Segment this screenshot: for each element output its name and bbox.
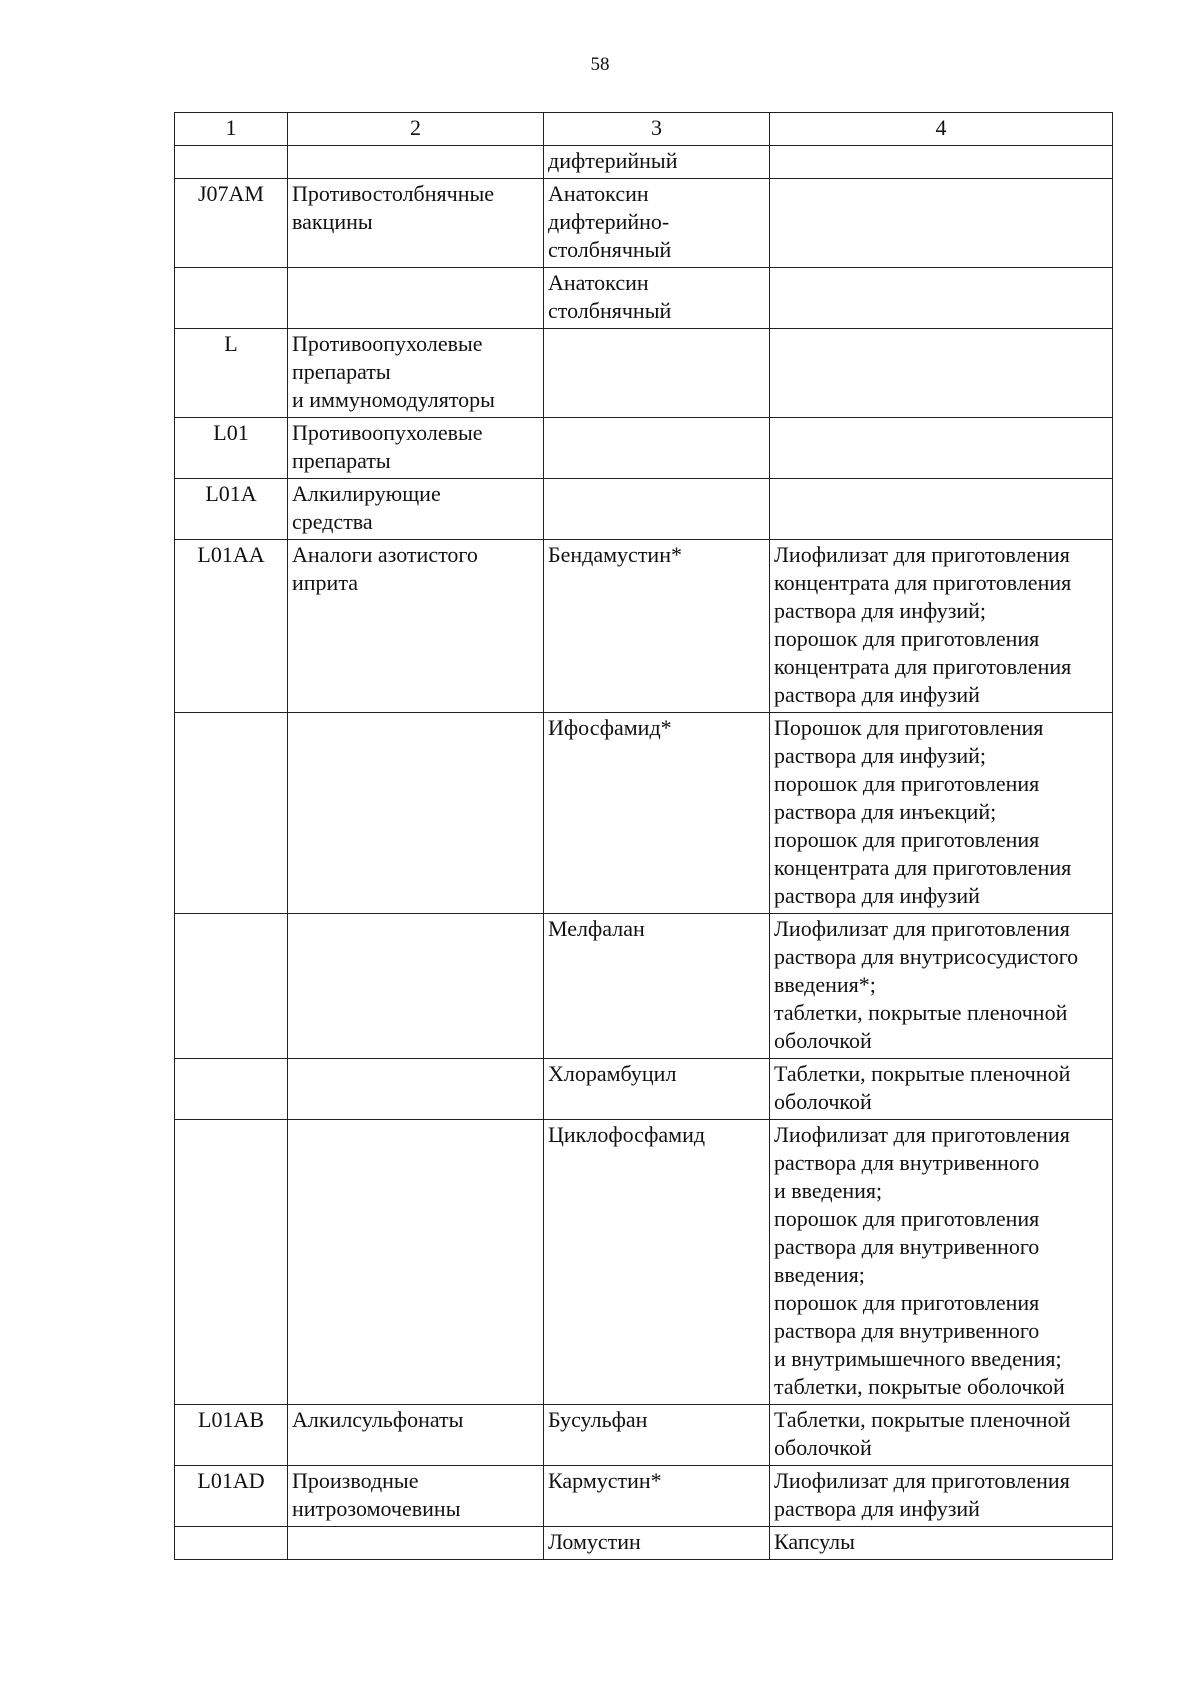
cell-line: порошок для приготовления [774,771,1040,796]
cell-line: Кармустин* [548,1468,662,1493]
cell-line: столбнячный [548,237,672,262]
cell-line: оболочкой [774,1028,872,1053]
cell-line: Противостолбнячные [292,181,495,206]
drug-table [174,112,1113,1560]
cell-line: иприта [292,570,358,595]
atc-code-cell [175,1120,288,1405]
group-name-cell [288,1405,544,1466]
group-name-cell [288,146,544,179]
cell-line: и внутримышечного введения; [774,1346,1062,1371]
cell-line: раствора для внутривенного [774,1234,1040,1259]
group-name-cell [288,329,544,418]
table-row [175,1527,1113,1560]
dosage-forms-cell [770,1405,1113,1466]
atc-code-cell: L01AB [175,1405,288,1466]
dosage-forms-cell [770,179,1113,268]
atc-code-cell: L [175,329,288,418]
cell-line: Бендамустин* [548,542,682,567]
cell-line: дифтерийный [548,148,678,173]
cell-line: оболочкой [774,1089,872,1114]
atc-code-cell [175,146,288,179]
table-row [175,179,1113,268]
drug-name-cell [544,1405,770,1466]
dosage-forms-cell [770,1120,1113,1405]
cell-line: раствора для инфузий [774,1496,980,1521]
cell-line: Бусульфан [548,1407,648,1432]
cell-line: препараты [292,448,391,473]
cell-line: концентрата для приготовления [774,654,1072,679]
group-name-cell [288,1527,544,1560]
dosage-forms-cell [770,1527,1113,1560]
cell-line: введения*; [774,972,876,997]
cell-line: раствора для инъекций; [774,799,997,824]
drug-name-cell [544,1466,770,1527]
cell-line: раствора для внутривенного [774,1318,1040,1343]
drug-name-cell [544,268,770,329]
cell-line: раствора для инфузий [774,883,980,908]
cell-line: и введения; [774,1178,883,1203]
column-header-1: 1 [175,113,288,146]
dosage-forms-cell [770,146,1113,179]
table-row [175,540,1113,713]
column-header-3: 3 [544,113,770,146]
drug-name-cell [544,914,770,1059]
group-name-cell [288,713,544,914]
cell-line: Лиофилизат для приготовления [774,542,1070,567]
table-row [175,479,1113,540]
cell-line: порошок для приготовления [774,1290,1040,1315]
dosage-forms-cell [770,1466,1113,1527]
dosage-forms-cell [770,1059,1113,1120]
cell-line: концентрата для приготовления [774,855,1072,880]
cell-line: Противоопухолевые [292,420,483,445]
cell-line: раствора для внутрисосудистого [774,944,1079,969]
column-header-4: 4 [770,113,1113,146]
table-row [175,713,1113,914]
drug-name-cell [544,540,770,713]
atc-code-cell: L01AA [175,540,288,713]
table-header-row [175,113,1113,146]
atc-code-cell [175,268,288,329]
dosage-forms-cell [770,329,1113,418]
table-row [175,1059,1113,1120]
page-number: 58 [590,54,610,75]
atc-code-cell: L01A [175,479,288,540]
cell-line: таблетки, покрытые оболочкой [774,1374,1065,1399]
atc-code-cell: L01AD [175,1466,288,1527]
cell-line: и иммуномодуляторы [292,387,495,412]
cell-line: средства [292,509,373,534]
table-row [175,329,1113,418]
cell-line: Алкилсульфонаты [292,1407,464,1432]
cell-line: Анатоксин [548,181,649,206]
drug-name-cell [544,329,770,418]
cell-line: Анатоксин [548,270,649,295]
group-name-cell [288,1120,544,1405]
dosage-forms-cell [770,268,1113,329]
cell-line: Лиофилизат для приготовления [774,1122,1070,1147]
cell-line: Лиофилизат для приготовления [774,916,1070,941]
cell-line: Ифосфамид* [548,715,672,740]
drug-name-cell [544,713,770,914]
group-name-cell [288,1466,544,1527]
dosage-forms-cell [770,713,1113,914]
cell-line: раствора для внутривенного [774,1150,1040,1175]
atc-code-cell: L01 [175,418,288,479]
atc-code-cell [175,1527,288,1560]
cell-line: введения; [774,1262,865,1287]
cell-line: Порошок для приготовления [774,715,1044,740]
drug-name-cell [544,1059,770,1120]
drug-name-cell [544,479,770,540]
drug-table-body [175,113,1113,1560]
cell-line: столбнячный [548,298,672,323]
cell-line: оболочкой [774,1435,872,1460]
cell-line: Таблетки, покрытые пленочной [774,1407,1071,1432]
atc-code-cell [175,713,288,914]
atc-code-cell: J07AM [175,179,288,268]
cell-line: раствора для инфузий; [774,598,987,623]
cell-line: Лиофилизат для приготовления [774,1468,1070,1493]
drug-name-cell [544,179,770,268]
drug-name-cell [544,1120,770,1405]
column-header-2: 2 [288,113,544,146]
dosage-forms-cell [770,914,1113,1059]
cell-line: раствора для инфузий; [774,743,987,768]
group-name-cell [288,479,544,540]
table-row [175,146,1113,179]
group-name-cell [288,179,544,268]
cell-line: препараты [292,359,391,384]
cell-line: Мелфалан [548,916,645,941]
cell-line: Алкилирующие [292,481,441,506]
drug-name-cell [544,1527,770,1560]
cell-line: Хлорамбуцил [548,1061,677,1086]
cell-line: порошок для приготовления [774,1206,1040,1231]
table-row [175,1466,1113,1527]
dosage-forms-cell [770,540,1113,713]
cell-line: порошок для приготовления [774,827,1040,852]
cell-line: дифтерийно- [548,209,670,234]
cell-line: Производные [292,1468,419,1493]
table-row [175,1405,1113,1466]
atc-code-cell [175,1059,288,1120]
cell-line: Аналоги азотистого [292,542,478,567]
group-name-cell [288,418,544,479]
group-name-cell [288,914,544,1059]
dosage-forms-cell [770,418,1113,479]
dosage-forms-cell [770,479,1113,540]
table-row [175,268,1113,329]
table-row [175,914,1113,1059]
cell-line: таблетки, покрытые пленочной [774,1000,1068,1025]
table-row [175,418,1113,479]
group-name-cell [288,540,544,713]
group-name-cell [288,1059,544,1120]
cell-line: вакцины [292,209,373,234]
cell-line: Капсулы [774,1529,855,1554]
cell-line: Циклофосфамид [548,1122,706,1147]
cell-line: порошок для приготовления [774,626,1040,651]
cell-line: раствора для инфузий [774,682,980,707]
drug-name-cell [544,418,770,479]
table-row [175,1120,1113,1405]
cell-line: концентрата для приготовления [774,570,1072,595]
cell-line: Противоопухолевые [292,331,483,356]
cell-line: Таблетки, покрытые пленочной [774,1061,1071,1086]
atc-code-cell [175,914,288,1059]
cell-line: Ломустин [548,1529,641,1554]
cell-line: нитрозомочевины [292,1496,461,1521]
drug-name-cell [544,146,770,179]
group-name-cell [288,268,544,329]
